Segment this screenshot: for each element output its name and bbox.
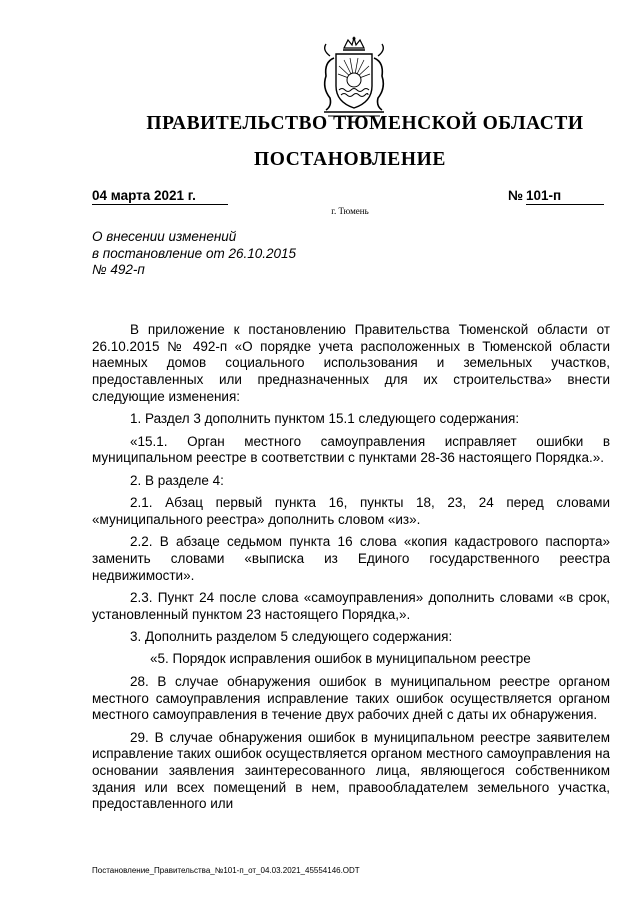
document-body (92, 322, 610, 819)
section-heading: «5. Порядок исправления ошибок в муниципальном реестре (150, 651, 531, 667)
body-paragraph: «15.1. Орган местного самоуправления исправляет ошибки в муниципальном реестре в соответствии с пунктами 28-36 настоящего Порядка.». (92, 433, 610, 466)
subject-line: в постановление от 26.10.2015 (92, 245, 297, 261)
document-date: 04 марта 2021 г. (92, 188, 228, 205)
document-subject (92, 229, 392, 279)
body-paragraph: В приложение к постановлению Правительства Тюменской области от 26.10.2015 № 492-п «О порядке учета расположенных в Тюменской области наемных домов социального использования и земельных участков, предоставленных или предназначенных для их строительства» внести следующие изменения: (92, 322, 610, 404)
issuing-city: г. Тюмень (331, 206, 369, 216)
body-paragraph: 2.2. В абзаце седьмом пункта 16 слова «копия кадастрового паспорта» заменить словами «выписка из Единого государственного реестра недвижимости». (92, 534, 610, 583)
number-sign: № (508, 188, 524, 203)
body-paragraph: 2.1. Абзац первый пункта 16, пункты 18, 23, 24 перед словами «муниципального реестра» дополнить словом «из». (92, 495, 610, 527)
document-type-title: ПОСТАНОВЛЕНИЕ (253, 149, 447, 170)
document-number: 101-п (526, 188, 604, 205)
subject-line: О внесении изменений (92, 229, 237, 244)
body-paragraph: 2. В разделе 4: (130, 472, 224, 488)
body-paragraph: 2.3. Пункт 24 после слова «самоуправления» дополнить словами «в срок, установленный пунктом 23 настоящего Порядка,». (92, 589, 610, 622)
body-paragraph: 1. Раздел 3 дополнить пунктом 15.1 следующего содержания: (130, 411, 520, 427)
subject-line: № 492-п (92, 262, 145, 277)
body-paragraph: 28. В случае обнаружения ошибок в муниципальном реестре органом местного самоуправления исправление таких ошибок осуществляется органом местного самоуправления в течение двух рабочих дней с даты их обнаружения. (92, 673, 610, 723)
tyumen-coat-of-arms-emblem (306, 36, 402, 120)
body-paragraph: 29. В случае обнаружения ошибок в муниципальном реестре заявителем исправление таких ошибок осуществляется органом местного самоуправления на основании заявления заинтересованного лица, являющегося собственником здания или всех помещений в нем, правообладателем земельного участка, предоставленного или (92, 729, 610, 812)
body-paragraph: 3. Дополнить разделом 5 следующего содержания: (130, 629, 453, 645)
file-name-footer: Постановление_Правительства_№101-п_от_04.03.2021_45554146.ODT (92, 866, 360, 875)
government-title: ПРАВИТЕЛЬСТВО ТЮМЕНСКОЙ ОБЛАСТИ (146, 113, 584, 134)
